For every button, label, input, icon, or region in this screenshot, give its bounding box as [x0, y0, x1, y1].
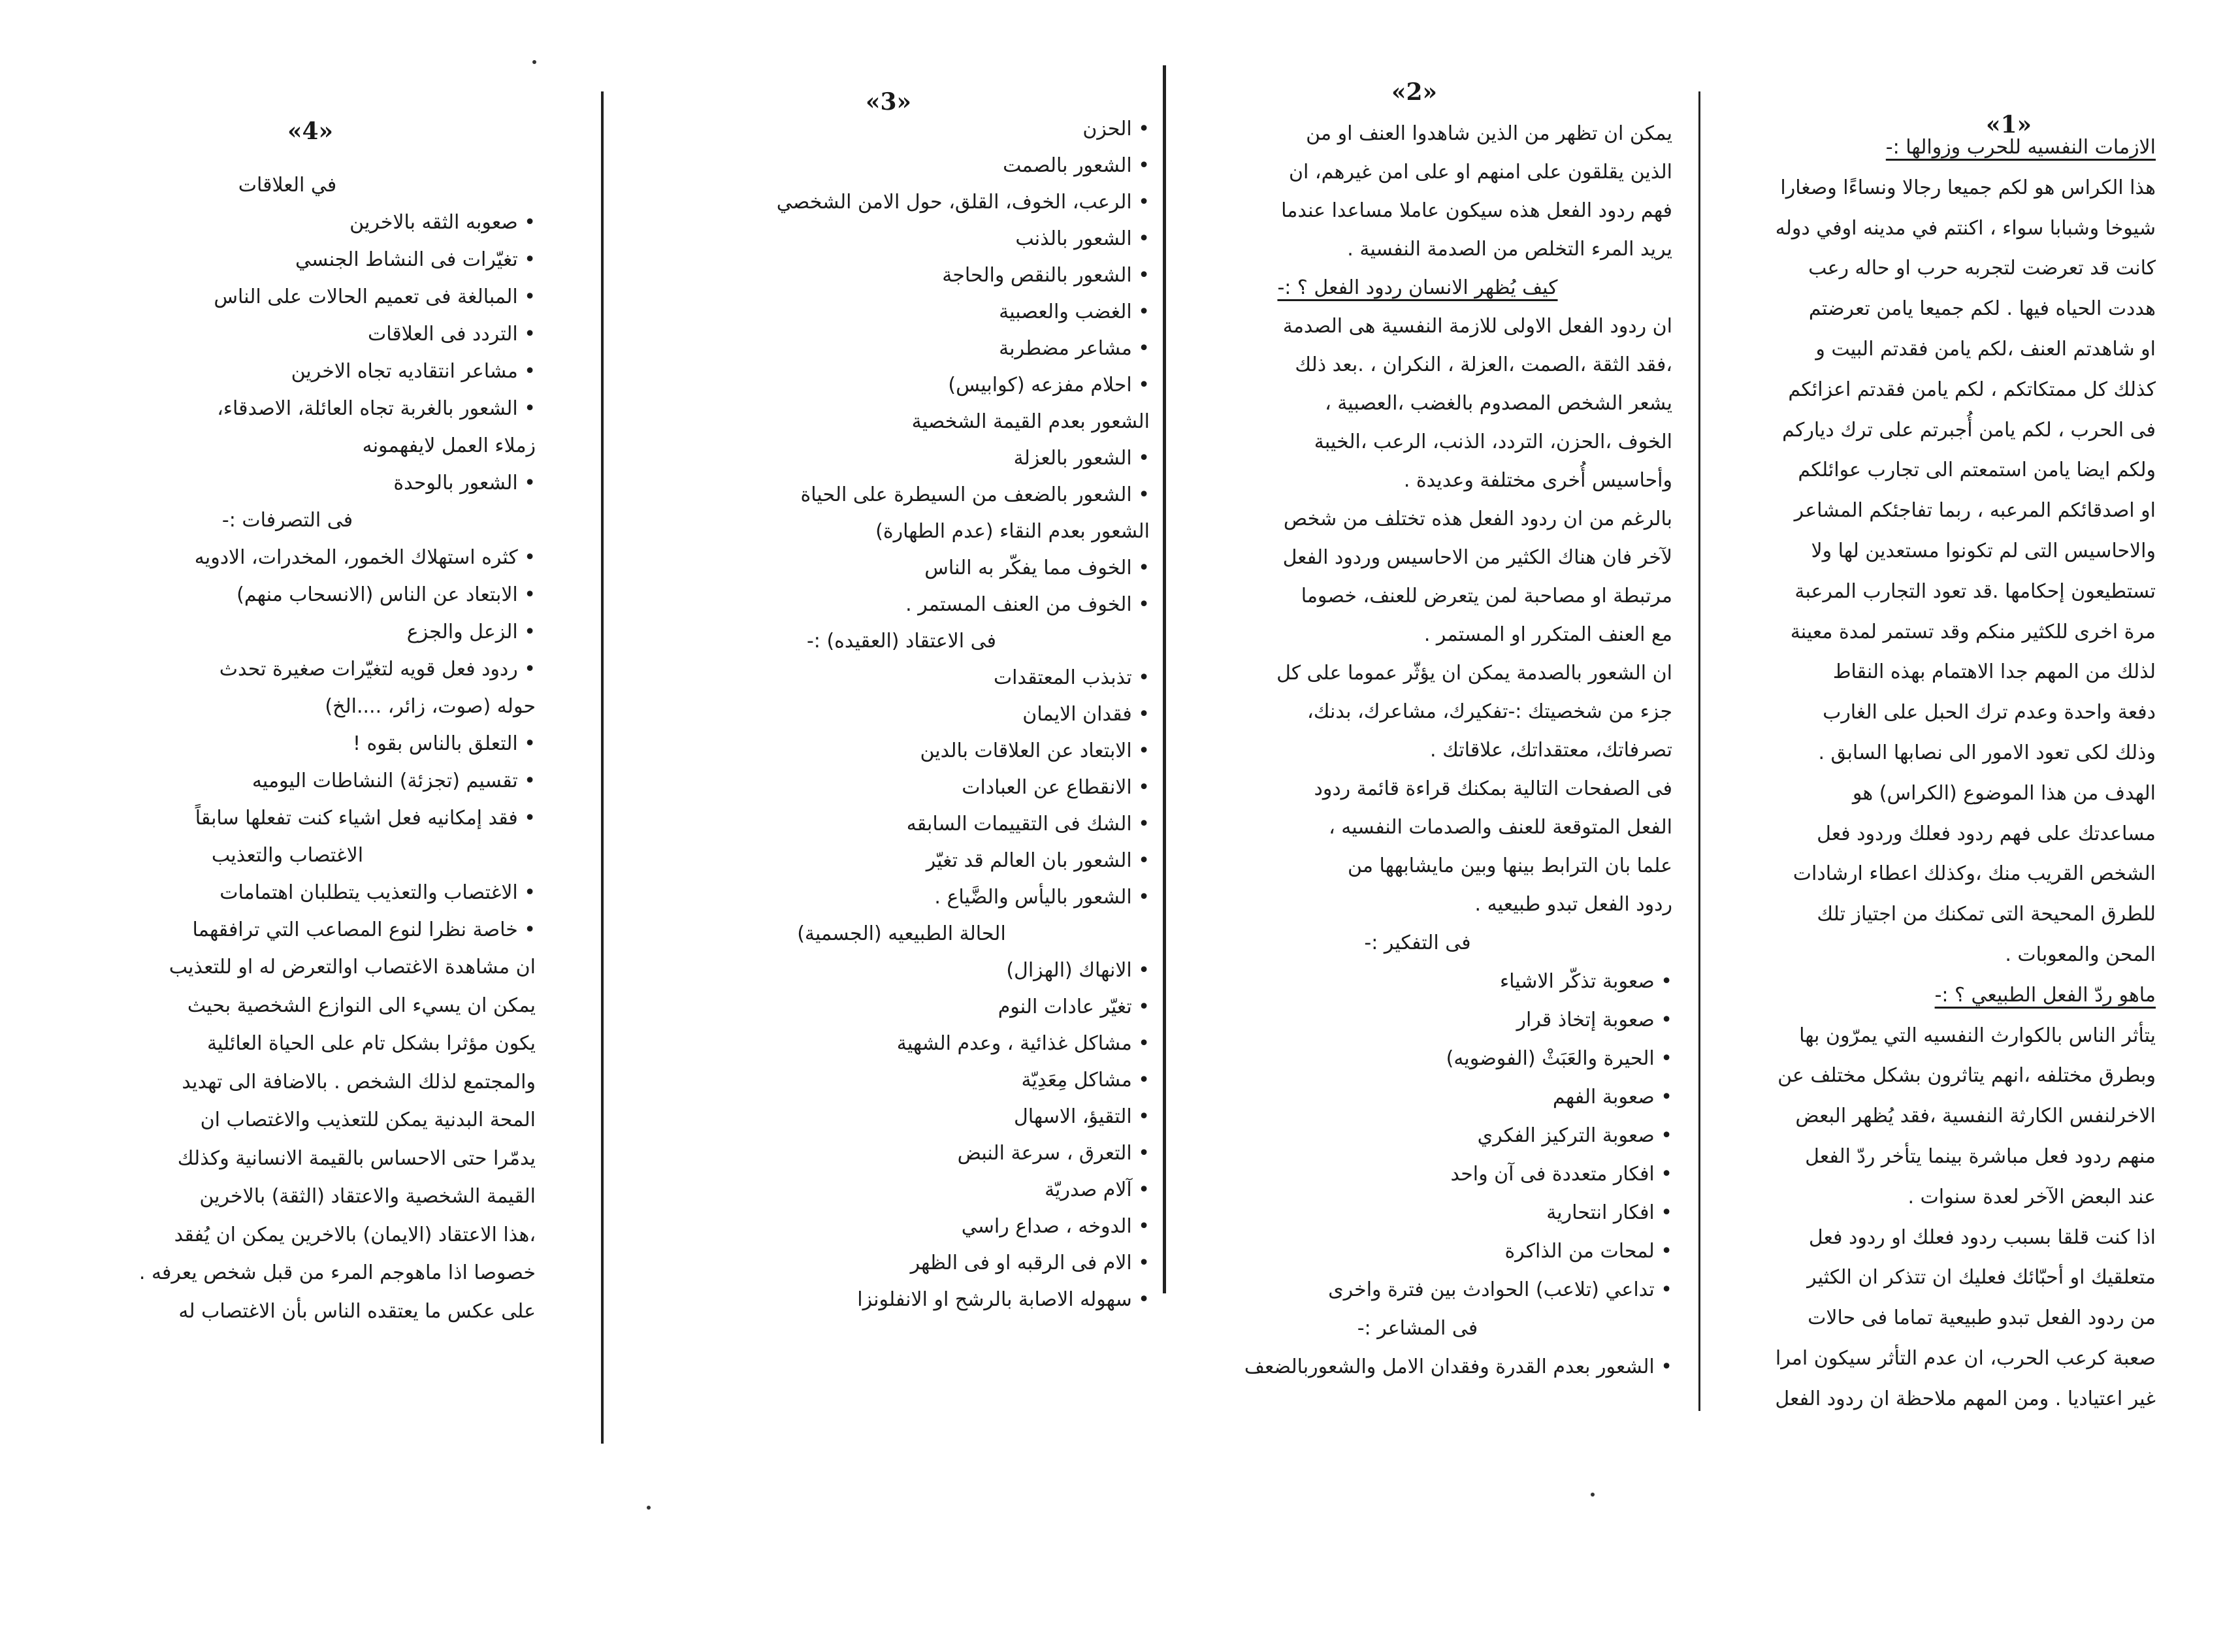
text-line: والاحاسيس التى لم تكونوا مستعدين لها ولا — [1811, 539, 2156, 562]
text-line: فى التفكير :- — [1364, 931, 1471, 954]
text-line: في العلاقات — [238, 174, 337, 197]
page-4-column — [39, 167, 536, 1331]
text-line: ماهو ردّ الفعل الطبيعي ؟ :- — [1934, 983, 2156, 1007]
text-line: • الابتعاد عن العلاقات بالدين — [920, 739, 1150, 762]
text-line: الخوف ،الحزن، التردد، الذنب، الرعب ،الخيبة — [1314, 430, 1672, 453]
page-number-1: «1» — [1986, 111, 2032, 138]
text-line: بالرغم من ان ردود الفعل هذه تختلف من شخص — [1283, 508, 1672, 530]
text-line: الشعور بعدم النقاء (عدم الطهارة) — [875, 520, 1150, 543]
text-line: فى الاعتقاد (العقيده) :- — [806, 630, 996, 653]
text-line: فى التصرفات :- — [221, 509, 353, 532]
text-line: • مشاكل غذائية ، وعدم الشهية — [896, 1032, 1150, 1055]
text-line: متعلقيك او أحبّائك فعليك ان تتذكر ان الكثير — [1807, 1266, 2156, 1289]
text-line: كيف يُظهر الانسان ردود الفعل ؟ :- — [1277, 276, 1558, 299]
text-line: صعبة كرعب الحرب، ان عدم التأثر سيكون امرا — [1775, 1346, 2156, 1370]
text-line: جزء من شخصيتك :-تفكيرك، مشاعرك، بدنك، — [1307, 700, 1672, 723]
text-line: اذا كنت قلقا بسبب ردود فعلك او ردود فعل — [1808, 1225, 2156, 1249]
text-line: القيمة الشخصية والاعتقاد (الثقة) بالاخرين — [199, 1185, 536, 1208]
text-line: للطرق المحيحة التى تمكنك من اجتياز تلك — [1817, 903, 2156, 926]
text-line: • صعوبة تذكّر الاشياء — [1500, 970, 1672, 993]
text-line: مع العنف المتكرر او المستمر . — [1423, 623, 1672, 646]
text-line: الحالة الطبيعيه (الجسمية) — [797, 922, 1006, 945]
text-line: الذين يقلقون على امنهم او على امن غيرهم، ان — [1289, 161, 1672, 184]
text-line: • مشاعر مضطربة — [999, 337, 1150, 360]
text-line: من ردود الفعل تبدو طبيعية تماما فى حالات — [1808, 1306, 2156, 1330]
text-line: يكون مؤثرا بشكل تام على الحياة العائلية — [206, 1032, 536, 1055]
text-line: وأحاسيس أُخرى مختلفة وعديدة . — [1403, 469, 1672, 492]
text-line: • تغيّر عادات النوم — [998, 996, 1150, 1018]
text-line: • التردد فى العلاقات — [367, 323, 536, 346]
text-line: هددت الحياه فيها . لكم جميعا يامن تعرضتم — [1808, 297, 2156, 321]
text-line: وبطرق مختلفه ،انهم يتاثرون بشكل مختلف عن — [1777, 1064, 2156, 1088]
text-line: لآخر فان هناك الكثير من الاحاسيس وردود الفعل — [1282, 546, 1672, 569]
scan-speck — [532, 60, 536, 64]
text-line: • الشعور بالصمت — [1003, 154, 1150, 177]
text-line: كانت قد تعرضت لتجربه حرب او حاله رعب — [1808, 257, 2156, 280]
text-line: • صعوبة إتخاذ قرار — [1516, 1009, 1672, 1031]
text-line: • احلام مفزعه (كوابيس) — [948, 374, 1150, 397]
page-3-column — [653, 111, 1150, 1318]
text-line: • التعلق بالناس بقوه ! — [352, 732, 536, 755]
text-line: • الشعور بالذنب — [1015, 227, 1150, 250]
text-line: يدمّرا حتى الاحساس بالقيمة الانسانية وكذلك — [177, 1146, 536, 1170]
text-line: • الابتعاد عن الناس (الانسحاب منهم) — [236, 583, 536, 606]
text-line: • فقد إمكانيه فعل اشياء كنت تفعلها سابقاً — [195, 807, 536, 830]
text-line: والمجتمع لذلك الشخص . بالاضافة الى تهديد — [182, 1070, 536, 1093]
text-line: • الانقطاع عن العبادات — [962, 776, 1150, 799]
text-line: ان الشعور بالصدمة يمكن ان يؤثّر عموما على كل — [1276, 662, 1672, 685]
text-line: وذلك لكى تعود الامور الى نصابها السابق . — [1818, 741, 2156, 764]
text-line: هذا الكراس هو لكم جميعا رجالا ونساءًا وصغارا — [1780, 176, 2156, 199]
text-line: ان ردود الفعل الاولى للازمة النفسية هى الصدمة — [1282, 315, 1672, 338]
text-line: • صعوبة التركيز الفكري — [1477, 1124, 1672, 1147]
text-line: يتأثر الناس بالكوارث النفسيه التي يمرّون بها — [1799, 1024, 2156, 1047]
text-line: • المبالغة فى تعميم الحالات على الناس — [214, 285, 536, 308]
text-line: تصرفاتك، معتقداتك، علاقاتك . — [1430, 739, 1672, 762]
text-line: مرتبطة او مصاحبة لمن يتعرض للعنف، خصوما — [1301, 585, 1672, 607]
text-line: • خاصة نظرا لنوع المصاعب التي ترافقهما — [192, 918, 536, 941]
text-line: المحن والمعوبات . — [2005, 943, 2156, 966]
text-line: فى المشاعر :- — [1357, 1317, 1478, 1340]
text-line: • الشعور بالعزلة — [1013, 447, 1150, 470]
text-line: يمكن ان تظهر من الذين شاهدوا العنف او من — [1306, 122, 1672, 145]
page-1-column — [1712, 127, 2156, 1419]
text-line: ان مشاهدة الاغتصاب اوالتعرض له او للتعذيب — [169, 956, 536, 979]
text-line: الشعور بعدم القيمة الشخصية — [911, 410, 1150, 433]
text-line: الهدف من هذا الموضوع (الكراس) هو — [1852, 781, 2156, 805]
text-line: على عكس ما يعتقده الناس بأن الاغتصاب له — [178, 1299, 536, 1323]
text-line: او اصدقائكم المرعبه ، ربما تفاجئكم المشاعر — [1794, 499, 2156, 523]
text-line: لذلك من المهم جدا الاهتمام بهذه النقاط — [1832, 660, 2156, 684]
text-line: شيوخا وشبابا سواء ، اكنتم في مدينه اوفي دوله — [1775, 216, 2156, 240]
column-divider — [601, 91, 604, 1444]
text-line: خصوصا اذا ماهوجم المرء من قبل شخص يعرفه . — [138, 1261, 536, 1284]
text-line: • مشاكل مِعَدِيّة — [1021, 1069, 1150, 1092]
text-line: • صعوبه الثقه بالاخرين — [349, 211, 536, 234]
text-line: • آلام صدريّة — [1045, 1178, 1150, 1201]
text-line: ،فقد الثقة ،الصمت ،العزلة ، النكران ، .بعد ذلك — [1295, 353, 1672, 376]
text-line: • الشعور بالنقص والحاجة — [942, 264, 1150, 287]
scan-speck — [1591, 1493, 1595, 1497]
page-number-4: «4» — [287, 118, 334, 145]
text-line: • ردود فعل قويه لتغيّرات صغيرة تحدث — [219, 658, 536, 681]
text-line: يشعر الشخص المصدوم بالغضب ،العصبية ، — [1325, 392, 1672, 415]
text-line: • الحزن — [1082, 118, 1150, 140]
text-line: • الانهاك (الهزال) — [1006, 959, 1150, 982]
text-line: فى الصفحات التالية بمكنك قراءة قائمة ردود — [1314, 777, 1672, 800]
text-line: • الشعور بان العالم قد تغيّر — [926, 849, 1150, 872]
text-line: • الرعب، الخوف، القلق، حول الامن الشخصي — [776, 191, 1150, 214]
text-line: مساعدتك على فهم ردود فعلك وردود فعل — [1817, 822, 2156, 845]
text-line: الاغتصاب والتعذيب — [211, 844, 364, 867]
text-line: • افكار متعددة فى آن واحد — [1450, 1163, 1672, 1186]
text-line: • سهوله الاصابة بالرشح او الانفلونزا — [857, 1288, 1150, 1311]
text-line: • الخوف مما يفكّر به الناس — [924, 557, 1150, 579]
text-line: • فقدان الايمان — [1022, 703, 1150, 726]
column-divider — [1698, 91, 1700, 1411]
text-line: • الحيرة والعَبَثْ (الفوضويه) — [1446, 1047, 1672, 1070]
text-line: • لمحات من الذاكرة — [1504, 1240, 1672, 1263]
text-line: او شاهدتم العنف ،لكم يامن فقدتم البيت و — [1815, 337, 2156, 361]
text-line: • افكار انتحارية — [1546, 1201, 1672, 1224]
text-line: • مشاعر انتقاديه تجاه الاخرين — [291, 360, 536, 383]
text-line: • التقيؤ، الاسهال — [1013, 1105, 1150, 1128]
text-line: • تقسيم (تجزئة) النشاطات اليوميه — [252, 769, 536, 792]
text-line: • صعوبة الفهم — [1552, 1086, 1672, 1109]
text-line: • التعرق ، سرعة النبض — [957, 1142, 1150, 1165]
text-line: فهم ردود الفعل هذه سيكون عاملا مساعدا عندما — [1281, 199, 1672, 222]
text-line: غير اعتياديا . ومن المهم ملاحظة ان ردود الفعل — [1775, 1387, 2156, 1410]
text-line: المحة البدنية يمكن للتعذيب والاغتصاب ان — [200, 1109, 536, 1131]
text-line: • الاغتصاب والتعذيب يتطلبان اهتمامات — [219, 881, 536, 904]
text-line: حوله (صوت، زائر، ....الخ) — [325, 695, 536, 718]
text-line: • الشك فى التقييمات السابقه — [906, 813, 1150, 835]
text-line: يمكن ان يسيء الى النوازع الشخصية بحيث — [187, 994, 536, 1017]
text-line: ،هذا الاعتقاد (الايمان) بالاخرين يمكن ان يُفقد — [174, 1223, 536, 1246]
text-line: • كثره استهلاك الخمور، المخدرات، الادويه — [194, 546, 536, 569]
text-line: تستطيعون إحكامها .قد تعود التجارب المرعبة — [1794, 579, 2156, 603]
text-line: مرة اخرى للكثير منكم وقد تستمر لمدة معينة — [1790, 620, 2156, 643]
page-2-column — [1163, 114, 1672, 1386]
text-line: منهم ردود فعل مباشرة بينما يتأخر ردّ الفعل — [1805, 1144, 2156, 1168]
text-line: • الشعور بالغربة تجاه العائلة، الاصدقاء، — [217, 397, 536, 420]
text-line: الشخص القريب منك ،وكذلك اعطاء ارشادات — [1793, 862, 2156, 886]
text-line: يريد المرء التخلص من الصدمة النفسية . — [1347, 238, 1672, 261]
scan-speck — [647, 1506, 651, 1510]
text-line: ولكم ايضا يامن استمعتم الى تجارب عوائلكم — [1798, 459, 2156, 482]
text-line: كذلك كل ممتكاتكم ، لكم يامن فقدتم اعزائكم — [1788, 378, 2156, 401]
text-line: • الام فى الرقبه او فى الظهر — [910, 1252, 1150, 1274]
text-line: • تغيّرات فى النشاط الجنسي — [295, 248, 536, 271]
text-line: • الخوف من العنف المستمر . — [905, 593, 1150, 616]
text-line: • الغضب والعصبية — [999, 300, 1150, 323]
text-line: عند البعض الآخر لعدة سنوات . — [1907, 1185, 2156, 1208]
text-line: • تذبذب المعتقدات — [993, 666, 1150, 689]
page-number-3: «3» — [866, 88, 912, 116]
text-line: علما بان الترابط بينها وبين مايشابهها من — [1348, 854, 1672, 877]
text-line: • تداعي (تلاعب) الحوادث بين فترة واخرى — [1328, 1278, 1672, 1301]
text-line: • الشعور بعدم القدرة وفقدان الامل والشعوربالضعف — [1244, 1355, 1672, 1378]
text-line: ردود الفعل تبدو طبيعيه . — [1474, 893, 1672, 916]
text-line: • الزعل والجزع — [406, 621, 536, 643]
page-number-2: «2» — [1391, 78, 1438, 106]
text-line: زملاء العمل لايفهمونه — [362, 434, 536, 457]
text-line: • الدوخه ، صداع راسي — [961, 1215, 1150, 1238]
text-line: • الشعور بالوحدة — [393, 472, 536, 494]
text-line: • الشعور بالضعف من السيطرة على الحياة — [800, 483, 1150, 506]
text-line: دفعة واحدة وعدم ترك الحبل على الغارب — [1823, 701, 2156, 724]
text-line: الازمات النفسيه للحرب وزوالها :- — [1885, 136, 2156, 159]
text-line: فى الحرب ، لكم يامن أُجبرتم على ترك دياركم — [1782, 418, 2156, 442]
text-line: الاخرلنفس الكارثة النفسية ،فقد يُظهر البعض — [1795, 1105, 2156, 1128]
text-line: الفعل المتوقعة للعنف والصدمات النفسيه ، — [1329, 816, 1672, 839]
text-line: • الشعور باليأس والضَّياع . — [934, 886, 1150, 909]
